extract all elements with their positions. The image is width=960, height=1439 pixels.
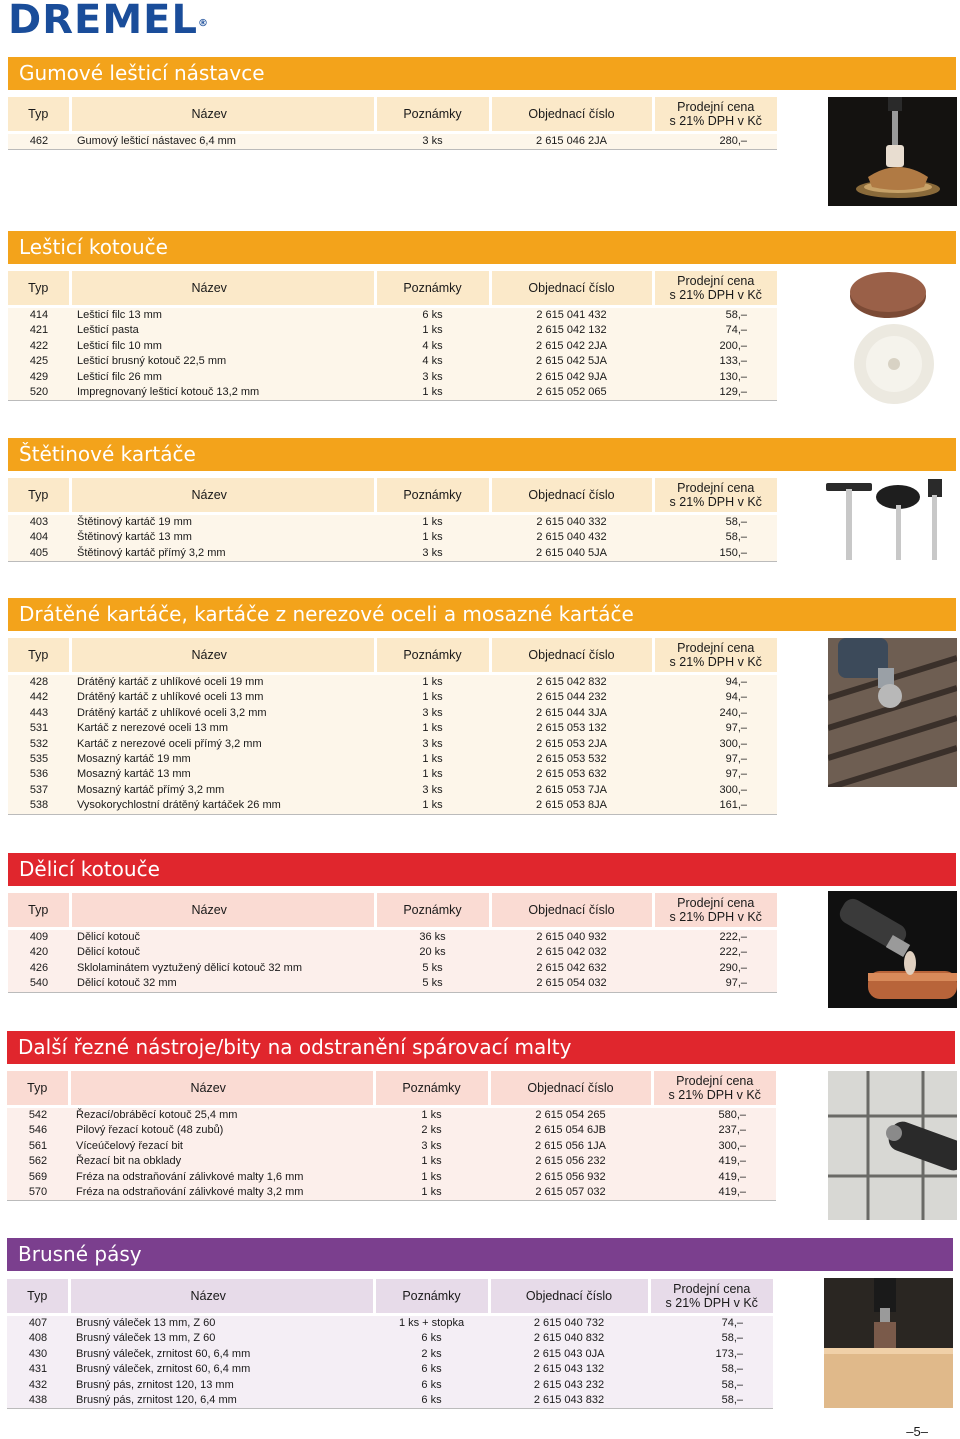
nazev-cell: Brusný váleček, zrnitost 60, 6,4 mm bbox=[76, 1347, 251, 1360]
nazev-cell: Dělicí kotouč 32 mm bbox=[70, 976, 375, 992]
col-cena: Prodejní cena s 21% DPH v Kč bbox=[652, 1071, 776, 1107]
cena-cell: 58,– bbox=[721, 1378, 743, 1391]
typ-cell: 570 bbox=[7, 1185, 69, 1201]
poznamky-cell: 1 ks bbox=[375, 798, 490, 814]
nazev-cell: Lešticí brusný kotouč 22,5 mm bbox=[77, 355, 227, 368]
typ-cell: 562 bbox=[28, 1155, 48, 1168]
nazev-cell: Brusný váleček 13 mm, Z 60 bbox=[76, 1332, 216, 1345]
typ-cell: 409 bbox=[29, 931, 49, 943]
cena-cell: 94,– bbox=[725, 691, 747, 704]
price-table bbox=[8, 478, 777, 562]
nazev-cell: Lešticí pasta bbox=[77, 324, 139, 337]
table-row bbox=[7, 1347, 773, 1362]
cena-cell: 94,– bbox=[725, 676, 747, 688]
typ-cell: 442 bbox=[29, 691, 49, 704]
cena-cell: 58,– bbox=[725, 309, 747, 321]
nazev-cell: Drátěný kartáč z uhlíkové oceli 13 mm bbox=[77, 691, 264, 704]
typ-cell: 569 bbox=[28, 1170, 48, 1183]
objednaci-cell: 2 615 041 432 bbox=[536, 309, 607, 321]
poznamky-cell: 3 ks bbox=[422, 370, 443, 383]
cena-cell: 130,– bbox=[719, 370, 747, 383]
cena-cell: 173,– bbox=[715, 1347, 743, 1360]
nazev-cell: Dělicí kotouč bbox=[77, 946, 140, 959]
table-row bbox=[8, 514, 777, 531]
nazev-cell: Gumový lešticí nástavec 6,4 mm bbox=[70, 133, 375, 150]
cena-cell: 240,– bbox=[719, 706, 747, 719]
col-nazev: Název bbox=[70, 893, 375, 929]
table-row bbox=[8, 546, 777, 562]
table-row bbox=[8, 674, 777, 691]
typ-cell: 429 bbox=[29, 370, 49, 383]
poznamky-cell: 2 ks bbox=[421, 1124, 442, 1137]
product-photo bbox=[822, 475, 950, 560]
typ-cell: 430 bbox=[28, 1347, 48, 1360]
objednaci-cell: 2 615 053 7JA bbox=[536, 783, 607, 796]
poznamky-cell: 1 ks bbox=[421, 1155, 442, 1168]
typ-cell: 405 bbox=[8, 546, 70, 562]
typ-cell: 537 bbox=[29, 783, 49, 796]
section-title: Dělicí kotouče bbox=[8, 853, 956, 886]
col-cena: Prodejní cena s 21% DPH v Kč bbox=[653, 478, 777, 514]
poznamky-cell: 3 ks bbox=[422, 783, 443, 796]
poznamky-cell: 6 ks bbox=[421, 1332, 442, 1345]
poznamky-cell: 5 ks bbox=[422, 961, 443, 974]
table-row bbox=[7, 1154, 776, 1169]
objednaci-cell: 2 615 053 632 bbox=[536, 768, 607, 781]
poznamky-cell: 3 ks bbox=[375, 133, 490, 150]
table-row bbox=[8, 945, 777, 960]
typ-cell: 540 bbox=[8, 976, 70, 992]
typ-cell: 561 bbox=[28, 1139, 48, 1152]
cena-cell: 280,– bbox=[653, 133, 777, 150]
objednaci-cell: 2 615 057 032 bbox=[489, 1185, 652, 1201]
poznamky-cell: 3 ks bbox=[422, 737, 443, 750]
objednaci-cell: 2 615 053 532 bbox=[536, 753, 607, 766]
col-poznamky: Poznámky bbox=[375, 893, 490, 929]
col-cena: Prodejní cena s 21% DPH v Kč bbox=[653, 271, 777, 307]
poznamky-cell: 4 ks bbox=[422, 339, 443, 352]
col-typ: Typ bbox=[8, 271, 70, 307]
table-row bbox=[8, 961, 777, 976]
typ-cell: 538 bbox=[8, 798, 70, 814]
cena-cell: 419,– bbox=[718, 1170, 746, 1183]
poznamky-cell: 1 ks bbox=[374, 1185, 489, 1201]
cena-cell: 419,– bbox=[718, 1155, 746, 1168]
cena-cell: 237,– bbox=[718, 1124, 746, 1137]
section-title: Další řezné nástroje/bity na odstranění spárovací malty bbox=[7, 1031, 955, 1064]
table-row bbox=[8, 929, 777, 946]
typ-cell: 438 bbox=[7, 1393, 69, 1409]
col-nazev: Název bbox=[70, 97, 375, 133]
objednaci-cell: 2 615 053 132 bbox=[536, 722, 607, 735]
col-cena: Prodejní cena s 21% DPH v Kč bbox=[649, 1279, 773, 1315]
poznamky-cell: 2 ks bbox=[421, 1347, 442, 1360]
nazev-cell: Brusný pás, zrnitost 120, 13 mm bbox=[76, 1378, 234, 1391]
poznamky-cell: 1 ks bbox=[422, 516, 443, 528]
col-cena: Prodejní cena s 21% DPH v Kč bbox=[653, 97, 777, 133]
table-row bbox=[8, 721, 777, 736]
typ-cell: 407 bbox=[28, 1317, 48, 1329]
cena-cell: 580,– bbox=[718, 1109, 746, 1121]
cena-cell: 97,– bbox=[653, 976, 777, 992]
col-nazev: Název bbox=[69, 1279, 374, 1315]
nazev-cell: Lešticí filc 13 mm bbox=[77, 309, 162, 321]
nazev-cell: Lešticí filc 26 mm bbox=[77, 370, 162, 383]
nazev-cell: Řezací/obráběcí kotouč 25,4 mm bbox=[76, 1109, 238, 1121]
section-title: Gumové lešticí nástavce bbox=[8, 57, 956, 90]
typ-cell: 536 bbox=[29, 768, 49, 781]
poznamky-cell: 6 ks bbox=[421, 1363, 442, 1376]
typ-cell: 426 bbox=[29, 961, 49, 974]
poznamky-cell: 6 ks bbox=[374, 1393, 489, 1409]
objednaci-cell: 2 615 043 832 bbox=[489, 1393, 649, 1409]
poznamky-cell: 6 ks bbox=[421, 1378, 442, 1391]
poznamky-cell: 1 ks bbox=[422, 676, 443, 688]
cena-cell: 222,– bbox=[719, 946, 747, 959]
objednaci-cell: 2 615 053 2JA bbox=[536, 737, 607, 750]
col-poznamky: Poznámky bbox=[375, 271, 490, 307]
poznamky-cell: 36 ks bbox=[419, 931, 446, 943]
objednaci-cell: 2 615 054 265 bbox=[535, 1109, 606, 1121]
table-row bbox=[8, 767, 777, 782]
page-number: –5– bbox=[906, 1424, 928, 1439]
cena-cell: 419,– bbox=[652, 1185, 776, 1201]
table-row bbox=[8, 783, 777, 798]
objednaci-cell: 2 615 040 5JA bbox=[490, 546, 653, 562]
cena-cell: 129,– bbox=[653, 385, 777, 401]
typ-cell: 532 bbox=[29, 737, 49, 750]
col-typ: Typ bbox=[8, 893, 70, 929]
table-row bbox=[8, 354, 777, 369]
price-table bbox=[8, 638, 777, 815]
objednaci-cell: 2 615 042 632 bbox=[536, 961, 607, 974]
product-photo bbox=[838, 268, 948, 408]
table-row bbox=[8, 706, 777, 721]
col-cena: Prodejní cena s 21% DPH v Kč bbox=[653, 638, 777, 674]
cena-cell: 58,– bbox=[721, 1332, 743, 1345]
poznamky-cell: 3 ks bbox=[422, 706, 443, 719]
nazev-cell: Štětinový kartáč 19 mm bbox=[77, 516, 192, 528]
cena-cell: 58,– bbox=[725, 531, 747, 544]
col-typ: Typ bbox=[8, 638, 70, 674]
objednaci-cell: 2 615 043 0JA bbox=[533, 1347, 605, 1360]
typ-cell: 542 bbox=[28, 1109, 48, 1121]
cena-cell: 74,– bbox=[721, 1317, 743, 1329]
poznamky-cell: 1 ks bbox=[422, 768, 443, 781]
objednaci-cell: 2 615 044 232 bbox=[536, 691, 607, 704]
objednaci-cell: 2 615 040 932 bbox=[536, 931, 607, 943]
section-title: Drátěné kartáče, kartáče z nerezové oceli a mosazné kartáče bbox=[8, 598, 956, 631]
col-typ: Typ bbox=[7, 1279, 69, 1315]
objednaci-cell: 2 615 053 8JA bbox=[490, 798, 653, 814]
cena-cell: 97,– bbox=[725, 768, 747, 781]
poznamky-cell: 6 ks bbox=[422, 309, 443, 321]
col-objednaci: Objednací číslo bbox=[490, 271, 653, 307]
cena-cell: 97,– bbox=[725, 753, 747, 766]
section-title: Štětinové kartáče bbox=[8, 438, 956, 471]
poznamky-cell: 3 ks bbox=[375, 546, 490, 562]
table-row bbox=[7, 1107, 776, 1124]
typ-cell: 422 bbox=[29, 339, 49, 352]
poznamky-cell: 1 ks bbox=[422, 753, 443, 766]
objednaci-cell: 2 615 040 732 bbox=[533, 1317, 605, 1329]
typ-cell: 414 bbox=[29, 309, 49, 321]
nazev-cell: Mosazný kartáč 19 mm bbox=[77, 753, 191, 766]
typ-cell: 520 bbox=[8, 385, 70, 401]
poznamky-cell: 1 ks + stopka bbox=[398, 1317, 465, 1329]
objednaci-cell: 2 615 042 9JA bbox=[536, 370, 607, 383]
cena-cell: 150,– bbox=[653, 546, 777, 562]
col-poznamky: Poznámky bbox=[375, 97, 490, 133]
typ-cell: 421 bbox=[29, 324, 49, 337]
poznamky-cell: 1 ks bbox=[422, 691, 443, 704]
objednaci-cell: 2 615 054 6JB bbox=[535, 1124, 606, 1137]
typ-cell: 428 bbox=[29, 676, 49, 688]
table-row bbox=[7, 1185, 776, 1201]
table-row bbox=[7, 1139, 776, 1154]
objednaci-cell: 2 615 056 1JA bbox=[535, 1139, 606, 1152]
table-row bbox=[8, 385, 777, 401]
product-photo bbox=[828, 97, 957, 206]
col-cena: Prodejní cena s 21% DPH v Kč bbox=[653, 893, 777, 929]
table-row bbox=[8, 323, 777, 338]
objednaci-cell: 2 615 042 832 bbox=[536, 676, 607, 688]
cena-cell: 300,– bbox=[718, 1139, 746, 1152]
typ-cell: 431 bbox=[28, 1363, 48, 1376]
cena-cell: 58,– bbox=[725, 516, 747, 528]
col-objednaci: Objednací číslo bbox=[489, 1279, 649, 1315]
typ-cell: 403 bbox=[29, 516, 49, 528]
price-table bbox=[8, 97, 777, 150]
col-typ: Typ bbox=[7, 1071, 69, 1107]
table-row bbox=[8, 752, 777, 767]
section-title: Brusné pásy bbox=[7, 1238, 953, 1271]
col-objednaci: Objednací číslo bbox=[490, 893, 653, 929]
col-objednaci: Objednací číslo bbox=[490, 97, 653, 133]
nazev-cell: Dělicí kotouč bbox=[77, 931, 140, 943]
cena-cell: 290,– bbox=[719, 961, 747, 974]
nazev-cell: Mosazný kartáč 13 mm bbox=[77, 768, 191, 781]
nazev-cell: Brusný pás, zrnitost 120, 6,4 mm bbox=[69, 1393, 374, 1409]
product-photo bbox=[824, 1278, 953, 1408]
nazev-cell: Lešticí filc 10 mm bbox=[77, 339, 162, 352]
typ-cell: 432 bbox=[28, 1378, 48, 1391]
objednaci-cell: 2 615 042 032 bbox=[536, 946, 607, 959]
objednaci-cell: 2 615 052 065 bbox=[490, 385, 653, 401]
poznamky-cell: 1 ks bbox=[422, 531, 443, 544]
objednaci-cell: 2 615 042 2JA bbox=[536, 339, 607, 352]
objednaci-cell: 2 615 040 332 bbox=[536, 516, 607, 528]
col-nazev: Název bbox=[70, 478, 375, 514]
product-photo bbox=[828, 891, 957, 1008]
table-row bbox=[7, 1123, 776, 1138]
nazev-cell: Drátěný kartáč z uhlíkové oceli 19 mm bbox=[77, 676, 264, 688]
objednaci-cell: 2 615 056 232 bbox=[535, 1155, 606, 1168]
poznamky-cell: 1 ks bbox=[421, 1109, 442, 1121]
objednaci-cell: 2 615 043 132 bbox=[533, 1363, 605, 1376]
cena-cell: 74,– bbox=[725, 324, 747, 337]
table-row bbox=[8, 339, 777, 354]
typ-cell: 404 bbox=[29, 531, 49, 544]
typ-cell: 535 bbox=[29, 753, 49, 766]
nazev-cell: Víceúčelový řezací bit bbox=[76, 1139, 183, 1152]
nazev-cell: Brusný váleček, zrnitost 60, 6,4 mm bbox=[76, 1363, 251, 1376]
col-poznamky: Poznámky bbox=[374, 1071, 489, 1107]
nazev-cell: Řezací bit na obklady bbox=[76, 1155, 182, 1168]
nazev-cell: Pilový řezací kotouč (48 zubů) bbox=[76, 1124, 224, 1137]
nazev-cell: Štětinový kartáč 13 mm bbox=[77, 531, 192, 544]
table-row bbox=[8, 307, 777, 324]
price-table bbox=[8, 271, 777, 401]
poznamky-cell: 5 ks bbox=[375, 976, 490, 992]
col-poznamky: Poznámky bbox=[374, 1279, 489, 1315]
nazev-cell: Štětinový kartáč přímý 3,2 mm bbox=[70, 546, 375, 562]
table-row bbox=[8, 690, 777, 705]
col-poznamky: Poznámky bbox=[375, 478, 490, 514]
cena-cell: 58,– bbox=[649, 1393, 773, 1409]
typ-cell: 443 bbox=[29, 706, 49, 719]
poznamky-cell: 4 ks bbox=[422, 355, 443, 368]
poznamky-cell: 1 ks bbox=[422, 722, 443, 735]
cena-cell: 222,– bbox=[719, 931, 747, 943]
table-row bbox=[7, 1170, 776, 1185]
objednaci-cell: 2 615 056 932 bbox=[535, 1170, 606, 1183]
col-typ: Typ bbox=[8, 478, 70, 514]
nazev-cell: Sklolaminátem vyztužený dělicí kotouč 32 mm bbox=[77, 961, 302, 974]
nazev-cell: Kartáč z nerezové oceli přímý 3,2 mm bbox=[77, 737, 262, 750]
col-nazev: Název bbox=[69, 1071, 374, 1107]
typ-cell: 546 bbox=[28, 1124, 48, 1137]
poznamky-cell: 1 ks bbox=[375, 385, 490, 401]
table-row bbox=[8, 976, 777, 992]
table-row bbox=[8, 133, 777, 150]
poznamky-cell: 20 ks bbox=[419, 946, 446, 959]
poznamky-cell: 1 ks bbox=[421, 1170, 442, 1183]
cena-cell: 161,– bbox=[653, 798, 777, 814]
typ-cell: 462 bbox=[8, 133, 70, 150]
price-table bbox=[7, 1071, 776, 1201]
cena-cell: 300,– bbox=[719, 737, 747, 750]
objednaci-cell: 2 615 044 3JA bbox=[536, 706, 607, 719]
section-title: Lešticí kotouče bbox=[8, 231, 956, 264]
cena-cell: 58,– bbox=[721, 1363, 743, 1376]
nazev-cell: Impregnovaný lešticí kotouč 13,2 mm bbox=[70, 385, 375, 401]
col-nazev: Název bbox=[70, 271, 375, 307]
product-photo bbox=[828, 638, 957, 787]
objednaci-cell: 2 615 054 032 bbox=[490, 976, 653, 992]
nazev-cell: Fréza na odstraňování zálivkové malty 1,6 mm bbox=[76, 1170, 304, 1183]
typ-cell: 408 bbox=[28, 1332, 48, 1345]
cena-cell: 133,– bbox=[719, 355, 747, 368]
cena-cell: 97,– bbox=[725, 722, 747, 735]
cena-cell: 300,– bbox=[719, 783, 747, 796]
col-objednaci: Objednací číslo bbox=[489, 1071, 652, 1107]
brand-logo: DREMEL® bbox=[8, 0, 209, 43]
nazev-cell: Fréza na odstraňování zálivkové malty 3,2 mm bbox=[69, 1185, 374, 1201]
col-nazev: Název bbox=[70, 638, 375, 674]
poznamky-cell: 3 ks bbox=[421, 1139, 442, 1152]
product-photo bbox=[828, 1071, 957, 1220]
price-table bbox=[7, 1279, 773, 1409]
table-row bbox=[8, 798, 777, 814]
objednaci-cell: 2 615 042 5JA bbox=[536, 355, 607, 368]
table-row bbox=[8, 737, 777, 752]
table-row bbox=[8, 370, 777, 385]
typ-cell: 425 bbox=[29, 355, 49, 368]
nazev-cell: Drátěný kartáč z uhlíkové oceli 3,2 mm bbox=[77, 706, 267, 719]
nazev-cell: Brusný váleček 13 mm, Z 60 bbox=[76, 1317, 216, 1329]
poznamky-cell: 1 ks bbox=[422, 324, 443, 337]
typ-cell: 531 bbox=[29, 722, 49, 735]
col-objednaci: Objednací číslo bbox=[490, 478, 653, 514]
cena-cell: 200,– bbox=[719, 339, 747, 352]
table-row bbox=[7, 1362, 773, 1377]
table-row bbox=[8, 530, 777, 545]
objednaci-cell: 2 615 040 832 bbox=[533, 1332, 605, 1345]
col-objednaci: Objednací číslo bbox=[490, 638, 653, 674]
table-row bbox=[7, 1315, 773, 1332]
col-poznamky: Poznámky bbox=[375, 638, 490, 674]
nazev-cell: Mosazný kartáč přímý 3,2 mm bbox=[77, 783, 225, 796]
objednaci-cell: 2 615 040 432 bbox=[536, 531, 607, 544]
price-table bbox=[8, 893, 777, 993]
nazev-cell: Vysokorychlostní drátěný kartáček 26 mm bbox=[70, 798, 375, 814]
table-row bbox=[7, 1378, 773, 1393]
table-row bbox=[7, 1331, 773, 1346]
objednaci-cell: 2 615 043 232 bbox=[533, 1378, 605, 1391]
nazev-cell: Kartáč z nerezové oceli 13 mm bbox=[77, 722, 229, 735]
col-typ: Typ bbox=[8, 97, 70, 133]
objednaci-cell: 2 615 046 2JA bbox=[490, 133, 653, 150]
typ-cell: 420 bbox=[29, 946, 49, 959]
objednaci-cell: 2 615 042 132 bbox=[536, 324, 607, 337]
table-row bbox=[7, 1393, 773, 1409]
